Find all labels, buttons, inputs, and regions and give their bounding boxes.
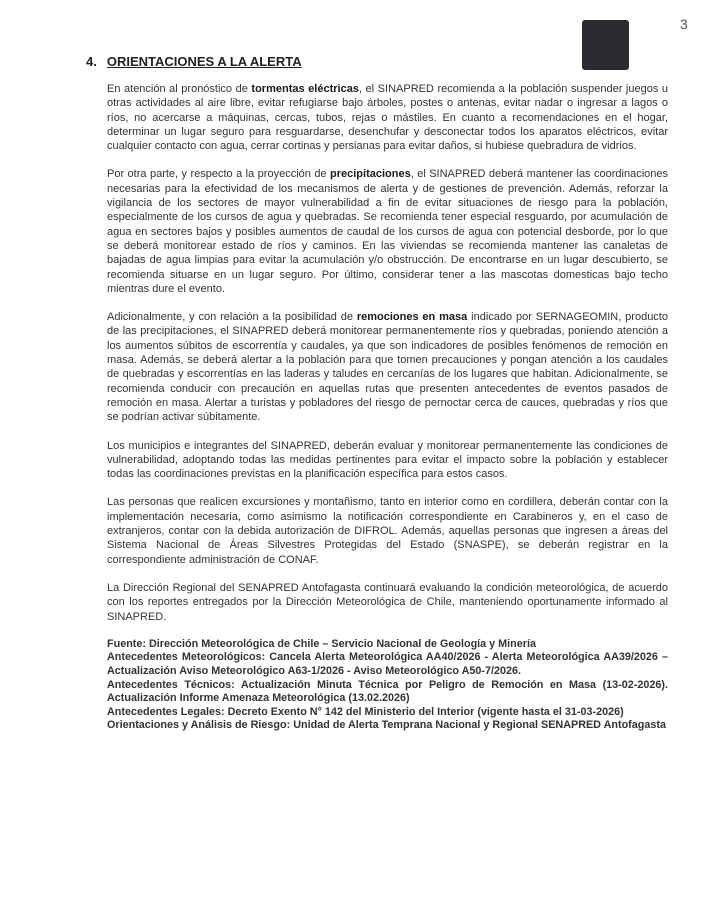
paragraph-remociones — [107, 310, 668, 424]
redaction-box — [582, 20, 629, 70]
source-legales: Antecedentes Legales: Decreto Exento N° 142 del Ministerio del Interior (vigente hasta el 31-03-2026) — [107, 705, 624, 718]
paragraph-excursiones: Las personas que realicen excursiones y montañismo, tanto en interior como en cordillera, deberán contar con la implementación necesaria, como asimismo la notificación correspondiente en Carabineros y, en el caso de extranjeros, contar con la debida autorización de DIFROL. Además, aquellas personas que ingresen a áreas del Sistema Nacional de Áreas Silvestres Protegidas del Estado (SNASPE), se deberán registrar en la correspondiente administración de CONAF. — [107, 496, 668, 566]
paragraph-emphasis: tormentas eléctricas — [251, 83, 359, 95]
source-fuente: Fuente: Dirección Meteorológica de Chile – Servicio Nacional de Geología y Minería — [107, 637, 536, 650]
page-number: 3 — [680, 16, 688, 32]
document-body — [107, 82, 668, 733]
source-meteorologicos: Antecedentes Meteorológicos: Cancela Alerta Meteorológica AA40/2026 - Alerta Meteorológica AA39/2026 – Actualización Aviso Meteorológico A63-1/2026 - Aviso Meteorológico A50-7/2026. — [107, 651, 668, 677]
sources-block — [107, 638, 668, 733]
paragraph-text: , el SINAPRED recomienda a la población suspender juegos u otras actividades al aire libre, evitar refugiarse bajo árboles, postes o antenas, evitar nadar o ingresar a lagos o ríos, no acercarse a máquinas, cercas, tubos, rejas o mástiles. En cuanto a recomendaciones en el hogar, determinar un lugar seguro para resguardarse, desenchufar y desconectar todos los aparatos eléctricos, evitar cualquier contacto con agua, cerrar cortinas y persianas para evitar daños, si hubiese quebradura de vidrios. — [107, 83, 669, 153]
paragraph-text: Por otra parte, y respecto a la proyección de — [107, 168, 330, 181]
section-heading — [86, 54, 302, 69]
paragraph-text: indicado por SERNAGEOMIN, producto de las precipitaciones, el SINAPRED deberá monitorear permanentemente ríos y quebradas, poniendo atención a los aumentos súbitos de escorrentía y caudales, ya que son indicadores de posibles fenómenos de remoción en masa. Además, se deberá alertar a la población para que tomen precauciones y pongan atención a los caudales de quebradas y escorrentías en las laderas y taludes en cercanías de los lugares que habitan. Adicionalmente, se recomienda conducir con precaución en aquellas rutas que presenten antecedentes de eventos pasados de remoción en masa. Alertar a turistas y pobladores del riesgo de pernoctar cerca de cauces, quebradas y ríos que se podrían activar súbitamente. — [107, 311, 668, 424]
paragraph-tormentas — [107, 82, 668, 153]
paragraph-emphasis: precipitaciones — [330, 168, 411, 181]
paragraph-emphasis: remociones en masa — [356, 311, 468, 324]
source-orientaciones: Orientaciones y Análisis de Riesgo: Unidad de Alerta Temprana Nacional y Regional SENAPRED Antofagasta — [107, 719, 666, 732]
paragraph-precipitaciones — [107, 167, 668, 296]
paragraph-municipios: Los municipios e integrantes del SINAPRED, deberán evaluar y monitorear permanentemente las condiciones de vulnerabilidad, adoptando todas las medidas pertinentes para evitar el impacto sobre la población y establecer todas las coordinaciones previstas en la planificación específica para estos casos. — [107, 439, 668, 481]
paragraph-text: , el SINAPRED deberá mantener las coordinaciones necesarias para la efectividad de los mecanismos de alerta y de gestiones de prevención. Además, reforzar la vigilancia de los sectores de mayor vulnerabilidad a fin de evitar situaciones de riesgo para la población, especialmente de los cursos de agua y quebradas. Se recomienda tener especial resguardo, por acumulación de agua en sectores bajos y posibles aumentos de caudal de los cursos de agua con potencial desborde, por lo que se deberá monitorear estado de ríos y caminos. En las viviendas se recomienda mantener las canaletas de bajadas de agua limpias para evitar la acumulación y/o obstrucción. De encontrarse en un lugar descubierto, se recomienda situarse en un lugar seguro. Por último, considerar tener a las mascotas domesticas bajo techo mientras dure el evento. — [107, 168, 668, 295]
section-title: ORIENTACIONES A LA ALERTA — [106, 54, 302, 69]
paragraph-text: Adicionalmente, y con relación a la posibilidad de — [107, 311, 357, 324]
paragraph-direccion-regional: La Dirección Regional del SENAPRED Antofagasta continuará evaluando la condición meteorológica, de acuerdo con los reportes entregados por la Dirección Meteorológica de Chile, manteniendo oportunamente informado al SINAPRED. — [107, 581, 668, 623]
source-tecnicos: Antecedentes Técnicos: Actualización Minuta Técnica por Peligro de Remoción en Masa (13-02-2026). Actualización Informe Amenaza Meteorológica (13.02.2026) — [107, 678, 668, 705]
paragraph-text: En atención al pronóstico de — [107, 83, 252, 95]
section-number: 4. — [86, 54, 97, 69]
